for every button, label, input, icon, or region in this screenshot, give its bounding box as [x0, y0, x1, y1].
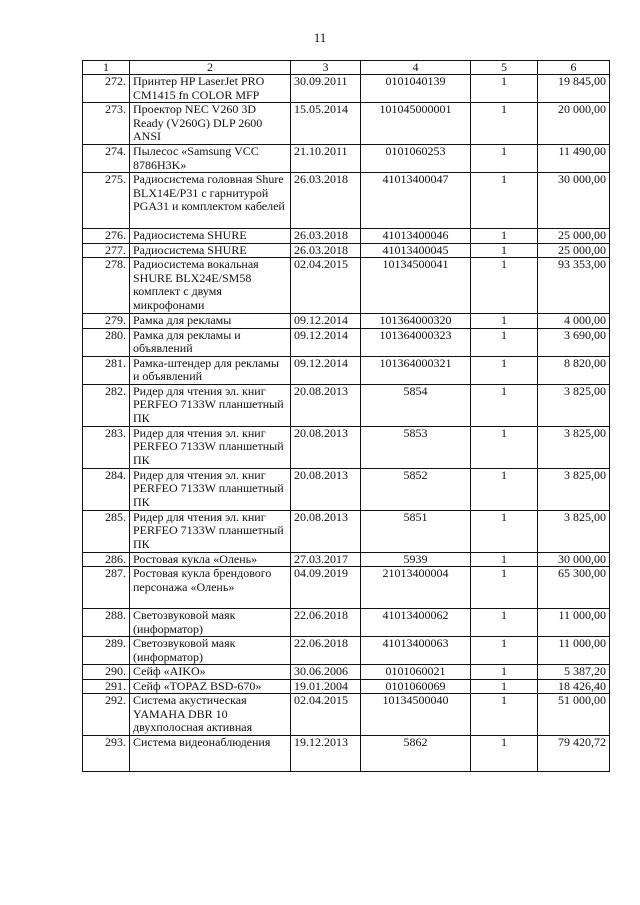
acquisition-date: 09.12.2014: [291, 356, 361, 384]
quantity: 1: [471, 356, 538, 384]
acquisition-date: 09.12.2014: [291, 328, 361, 356]
table-row: [83, 243, 610, 258]
acquisition-date: 09.12.2014: [291, 314, 361, 329]
inventory-code: 5854: [361, 384, 471, 426]
item-name: Рамка-штендер для рекламы и объявлений: [130, 356, 291, 384]
item-name: Радиосистема вокальная SHURE BLX24E/SM58 комплект с двумя микрофонами: [130, 258, 291, 314]
inventory-code: 0101060253: [361, 145, 471, 173]
quantity: 1: [471, 426, 538, 468]
acquisition-date: 26.03.2018: [291, 243, 361, 258]
row-number: 273.: [83, 103, 130, 145]
table-row: [83, 679, 610, 694]
row-number: 290.: [83, 665, 130, 680]
inventory-code: 0101060069: [361, 679, 471, 694]
quantity: 1: [471, 510, 538, 552]
cost-value: 25 000,00: [538, 229, 610, 244]
acquisition-date: 04.09.2019: [291, 567, 361, 609]
row-number: 282.: [83, 384, 130, 426]
column-header: 4: [361, 61, 471, 75]
item-name: Проектор NEC V260 3D Ready (V260G) DLP 2600 ANSI: [130, 103, 291, 145]
inventory-code: 5862: [361, 736, 471, 772]
quantity: 1: [471, 328, 538, 356]
table-row: [83, 426, 610, 468]
inventory-code: 101364000321: [361, 356, 471, 384]
table-row: [83, 736, 610, 772]
row-number: 287.: [83, 567, 130, 609]
table-row: [83, 314, 610, 329]
table-row: [83, 609, 610, 637]
table-row: [83, 103, 610, 145]
table-row: [83, 384, 610, 426]
quantity: 1: [471, 314, 538, 329]
page-number: 11: [313, 30, 327, 45]
item-name: Светозвуковой маяк (информатор): [130, 609, 291, 637]
item-name: Ридер для чтения эл. книг PERFEO 7133W планшетный ПК: [130, 510, 291, 552]
row-number: 272.: [83, 75, 130, 103]
acquisition-date: 30.09.2011: [291, 75, 361, 103]
item-name: Ридер для чтения эл. книг PERFEO 7133W планшетный ПК: [130, 426, 291, 468]
row-number: 291.: [83, 679, 130, 694]
inventory-code: 41013400063: [361, 637, 471, 665]
quantity: 1: [471, 679, 538, 694]
inventory-code: 0101040139: [361, 75, 471, 103]
quantity: 1: [471, 552, 538, 567]
item-name: Система акустическая YAMAHA DBR 10 двухполосная активная: [130, 694, 291, 736]
item-name: Радиосистема SHURE: [130, 243, 291, 258]
cost-value: 11 490,00: [538, 145, 610, 173]
cost-value: 3 690,00: [538, 328, 610, 356]
quantity: 1: [471, 694, 538, 736]
quantity: 1: [471, 145, 538, 173]
cost-value: 11 000,00: [538, 609, 610, 637]
header-row: [83, 61, 610, 75]
inventory-code: 41013400045: [361, 243, 471, 258]
item-name: Светозвуковой маяк (информатор): [130, 637, 291, 665]
table-row: [83, 145, 610, 173]
item-name: Радиосистема головная Shure BLX14E/P31 с гарнитурой PGA31 и комплектом кабелей: [130, 173, 291, 229]
cost-value: 8 820,00: [538, 356, 610, 384]
table-row: [83, 173, 610, 229]
column-header: 6: [538, 61, 610, 75]
row-number: 275.: [83, 173, 130, 229]
inventory-code: 41013400047: [361, 173, 471, 229]
acquisition-date: 19.01.2004: [291, 679, 361, 694]
acquisition-date: 20.08.2013: [291, 510, 361, 552]
item-name: Ростовая кукла брендового персонажа «Олень»: [130, 567, 291, 609]
row-number: 286.: [83, 552, 130, 567]
cost-value: 5 387,20: [538, 665, 610, 680]
row-number: 284.: [83, 468, 130, 510]
acquisition-date: 20.08.2013: [291, 426, 361, 468]
cost-value: 3 825,00: [538, 384, 610, 426]
item-name: Ростовая кукла «Олень»: [130, 552, 291, 567]
row-number: 278.: [83, 258, 130, 314]
acquisition-date: 22.06.2018: [291, 609, 361, 637]
row-number: 279.: [83, 314, 130, 329]
inventory-table: [82, 60, 610, 772]
row-number: 276.: [83, 229, 130, 244]
table-row: [83, 328, 610, 356]
row-number: 288.: [83, 609, 130, 637]
row-number: 289.: [83, 637, 130, 665]
item-name: Ридер для чтения эл. книг PERFEO 7133W планшетный ПК: [130, 468, 291, 510]
inventory-code: 10134500041: [361, 258, 471, 314]
row-number: 283.: [83, 426, 130, 468]
inventory-code: 0101060021: [361, 665, 471, 680]
inventory-code: 101364000320: [361, 314, 471, 329]
row-number: 277.: [83, 243, 130, 258]
column-header: 3: [291, 61, 361, 75]
acquisition-date: 20.08.2013: [291, 468, 361, 510]
cost-value: 93 353,00: [538, 258, 610, 314]
column-header: 2: [130, 61, 291, 75]
inventory-code: 5851: [361, 510, 471, 552]
acquisition-date: 21.10.2011: [291, 145, 361, 173]
cost-value: 3 825,00: [538, 426, 610, 468]
column-header: 5: [471, 61, 538, 75]
acquisition-date: 22.06.2018: [291, 637, 361, 665]
acquisition-date: 26.03.2018: [291, 229, 361, 244]
inventory-code: 101364000323: [361, 328, 471, 356]
quantity: 1: [471, 229, 538, 244]
inventory-code: 101045000001: [361, 103, 471, 145]
item-name: Пылесос «Samsung VCC 8786H3K»: [130, 145, 291, 173]
inventory-code: 41013400062: [361, 609, 471, 637]
table-row: [83, 665, 610, 680]
row-number: 285.: [83, 510, 130, 552]
cost-value: 51 000,00: [538, 694, 610, 736]
item-name: Ридер для чтения эл. книг PERFEO 7133W планшетный ПК: [130, 384, 291, 426]
quantity: 1: [471, 736, 538, 772]
quantity: 1: [471, 637, 538, 665]
quantity: 1: [471, 384, 538, 426]
acquisition-date: 15.05.2014: [291, 103, 361, 145]
acquisition-date: 02.04.2015: [291, 694, 361, 736]
row-number: 280.: [83, 328, 130, 356]
quantity: 1: [471, 567, 538, 609]
quantity: 1: [471, 173, 538, 229]
cost-value: 79 420,72: [538, 736, 610, 772]
cost-value: 4 000,00: [538, 314, 610, 329]
quantity: 1: [471, 665, 538, 680]
inventory-code: 41013400046: [361, 229, 471, 244]
acquisition-date: 20.08.2013: [291, 384, 361, 426]
row-number: 293.: [83, 736, 130, 772]
table-row: [83, 468, 610, 510]
item-name: Рамка для рекламы и объявлений: [130, 328, 291, 356]
row-number: 274.: [83, 145, 130, 173]
cost-value: 20 000,00: [538, 103, 610, 145]
table-row: [83, 552, 610, 567]
acquisition-date: 19.12.2013: [291, 736, 361, 772]
inventory-code: 5852: [361, 468, 471, 510]
quantity: 1: [471, 103, 538, 145]
acquisition-date: 27.03.2017: [291, 552, 361, 567]
inventory-code: 5939: [361, 552, 471, 567]
quantity: 1: [471, 258, 538, 314]
item-name: Рамка для рекламы: [130, 314, 291, 329]
row-number: 281.: [83, 356, 130, 384]
item-name: Система видеонаблюдения: [130, 736, 291, 772]
cost-value: 3 825,00: [538, 510, 610, 552]
quantity: 1: [471, 468, 538, 510]
column-header: 1: [83, 61, 130, 75]
cost-value: 11 000,00: [538, 637, 610, 665]
inventory-code: 5853: [361, 426, 471, 468]
table-row: [83, 510, 610, 552]
item-name: Сейф «TOPAZ BSD-670»: [130, 679, 291, 694]
table-row: [83, 75, 610, 103]
cost-value: 65 300,00: [538, 567, 610, 609]
inventory-code: 21013400004: [361, 567, 471, 609]
quantity: 1: [471, 243, 538, 258]
quantity: 1: [471, 75, 538, 103]
item-name: Принтер HP LaserJet PRO CM1415 fn COLOR MFP: [130, 75, 291, 103]
acquisition-date: 26.03.2018: [291, 173, 361, 229]
cost-value: 25 000,00: [538, 243, 610, 258]
acquisition-date: 02.04.2015: [291, 258, 361, 314]
table-row: [83, 637, 610, 665]
table-row: [83, 567, 610, 609]
inventory-code: 10134500040: [361, 694, 471, 736]
quantity: 1: [471, 609, 538, 637]
cost-value: 3 825,00: [538, 468, 610, 510]
table-row: [83, 694, 610, 736]
table-row: [83, 356, 610, 384]
cost-value: 18 426,40: [538, 679, 610, 694]
cost-value: 19 845,00: [538, 75, 610, 103]
row-number: 292.: [83, 694, 130, 736]
item-name: Радиосистема SHURE: [130, 229, 291, 244]
table-row: [83, 229, 610, 244]
cost-value: 30 000,00: [538, 552, 610, 567]
cost-value: 30 000,00: [538, 173, 610, 229]
table-row: [83, 258, 610, 314]
acquisition-date: 30.06.2006: [291, 665, 361, 680]
item-name: Сейф «AIKO»: [130, 665, 291, 680]
